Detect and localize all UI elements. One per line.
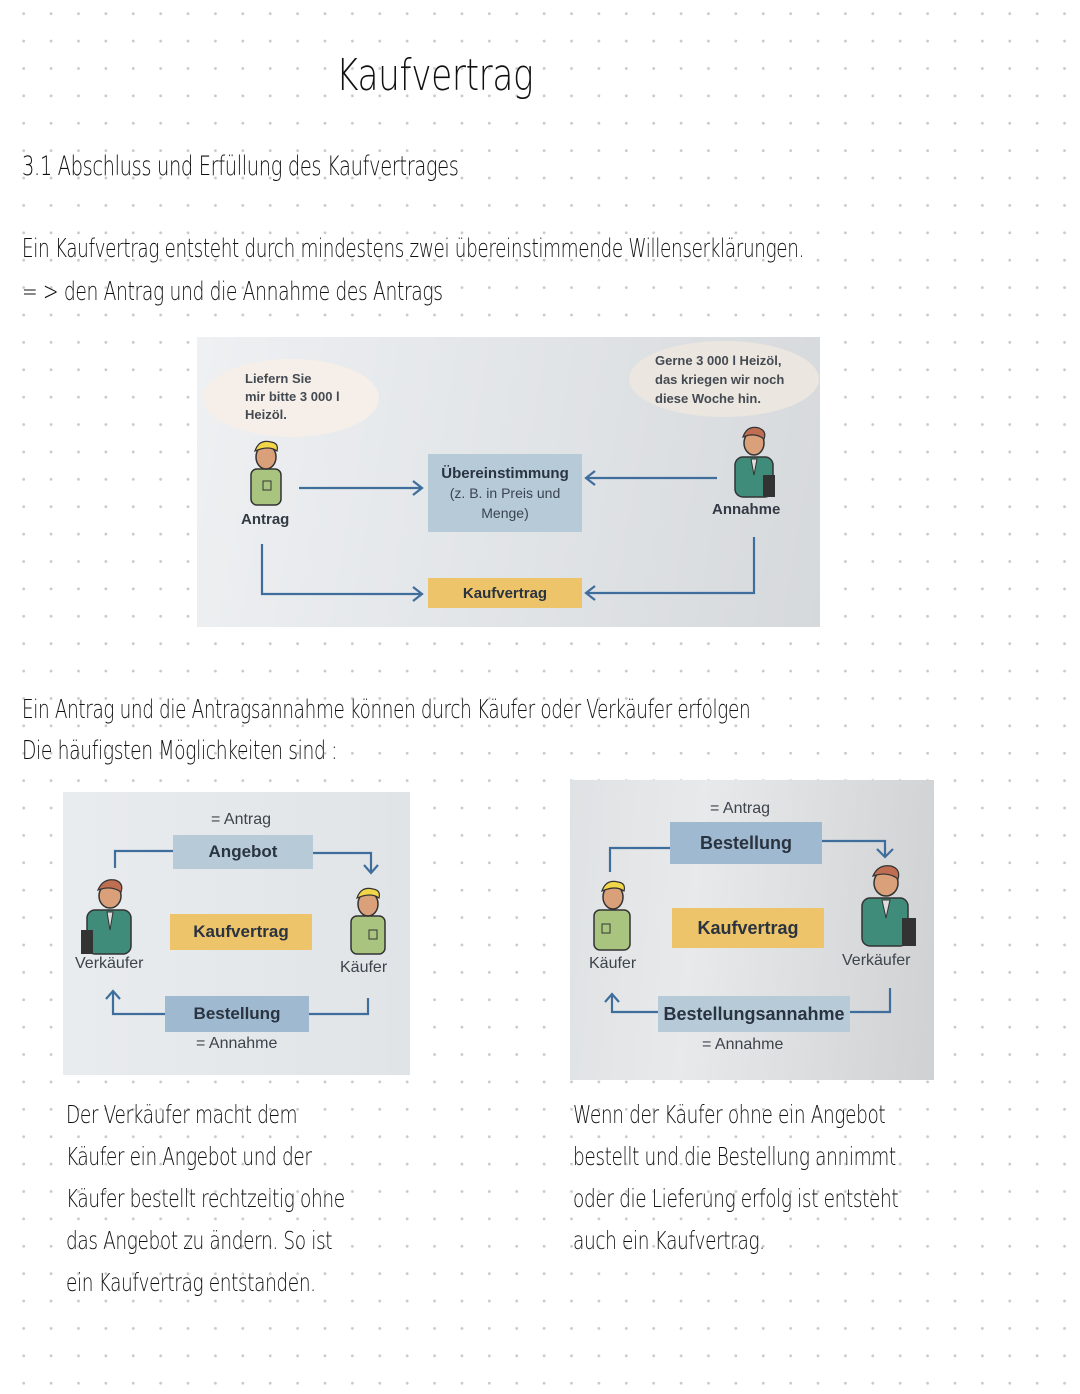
buyer-person-icon (241, 437, 291, 509)
box-kaufvertrag: Kaufvertrag (672, 908, 824, 948)
speech-bubble-buyer: Liefern Sie mir bitte 3 000 l Heizöl. (203, 359, 379, 437)
label-verkaeufer: Verkäufer (75, 955, 144, 972)
box-angebot: Angebot (173, 835, 313, 869)
caption-left: Der Verkäufer macht dem Käufer ein Angebot und der Käufer bestellt rechtzeitig ohne das Angebot zu ändern. So ist ein Kaufvertrag entstanden. (66, 1100, 345, 1297)
page-title: Kaufvertrag (336, 50, 534, 101)
label-antrag: Antrag (241, 511, 290, 528)
intro-line-1: Ein Kaufvertrag entsteht durch mindestens zwei übereinstimmende Willenserklärungen. (22, 234, 805, 264)
note-antrag: = Antrag (710, 800, 771, 817)
buyer-person-icon (588, 876, 638, 952)
note-antrag: = Antrag (211, 811, 272, 828)
seller-person-icon (856, 862, 922, 948)
box-kaufvertrag: Kaufvertrag (428, 578, 582, 608)
speech-bubble-seller: Gerne 3 000 l Heizöl, das kriegen wir noch diese Woche hin. (629, 341, 819, 417)
box-uebereinstimmung: Übereinstimmung (z. B. in Preis und Menge) (428, 454, 582, 532)
figure-bestellung-bestellungsannahme (570, 780, 934, 1080)
seller-person-icon (727, 423, 781, 499)
box-kaufvertrag: Kaufvertrag (170, 914, 312, 950)
intro-line-2: = > den Antrag und die Annahme des Antrags (22, 277, 443, 307)
note-annahme: = Annahme (702, 1036, 784, 1053)
buyer-person-icon (343, 884, 393, 956)
label-kaeufer: Käufer (340, 959, 388, 976)
label-kaeufer: Käufer (589, 955, 637, 972)
note-annahme: = Annahme (196, 1035, 278, 1052)
box-bestellung: Bestellung (165, 996, 309, 1032)
figure-angebot-bestellung (63, 792, 410, 1075)
label-verkaeufer: Verkäufer (842, 952, 911, 969)
section-heading: 3.1 Abschluss und Erfüllung des Kaufvertrages (22, 151, 459, 182)
possibilities-line-1: Ein Antrag und die Antragsannahme können durch Käufer oder Verkäufer erfolgen (22, 695, 751, 725)
label-annahme: Annahme (712, 501, 781, 518)
seller-person-icon (79, 876, 141, 956)
possibilities-line-2: Die häufigsten Möglichkeiten sind : (22, 736, 338, 766)
figure-antrag-annahme (197, 337, 820, 627)
box-bestellungsannahme: Bestellungsannahme (658, 996, 850, 1032)
box-bestellung: Bestellung (670, 822, 822, 864)
caption-right: Wenn der Käufer ohne ein Angebot bestellt und die Bestellung annimmt oder die Lieferung erfolg ist entsteht auch ein Kaufvertrag. (573, 1100, 899, 1255)
